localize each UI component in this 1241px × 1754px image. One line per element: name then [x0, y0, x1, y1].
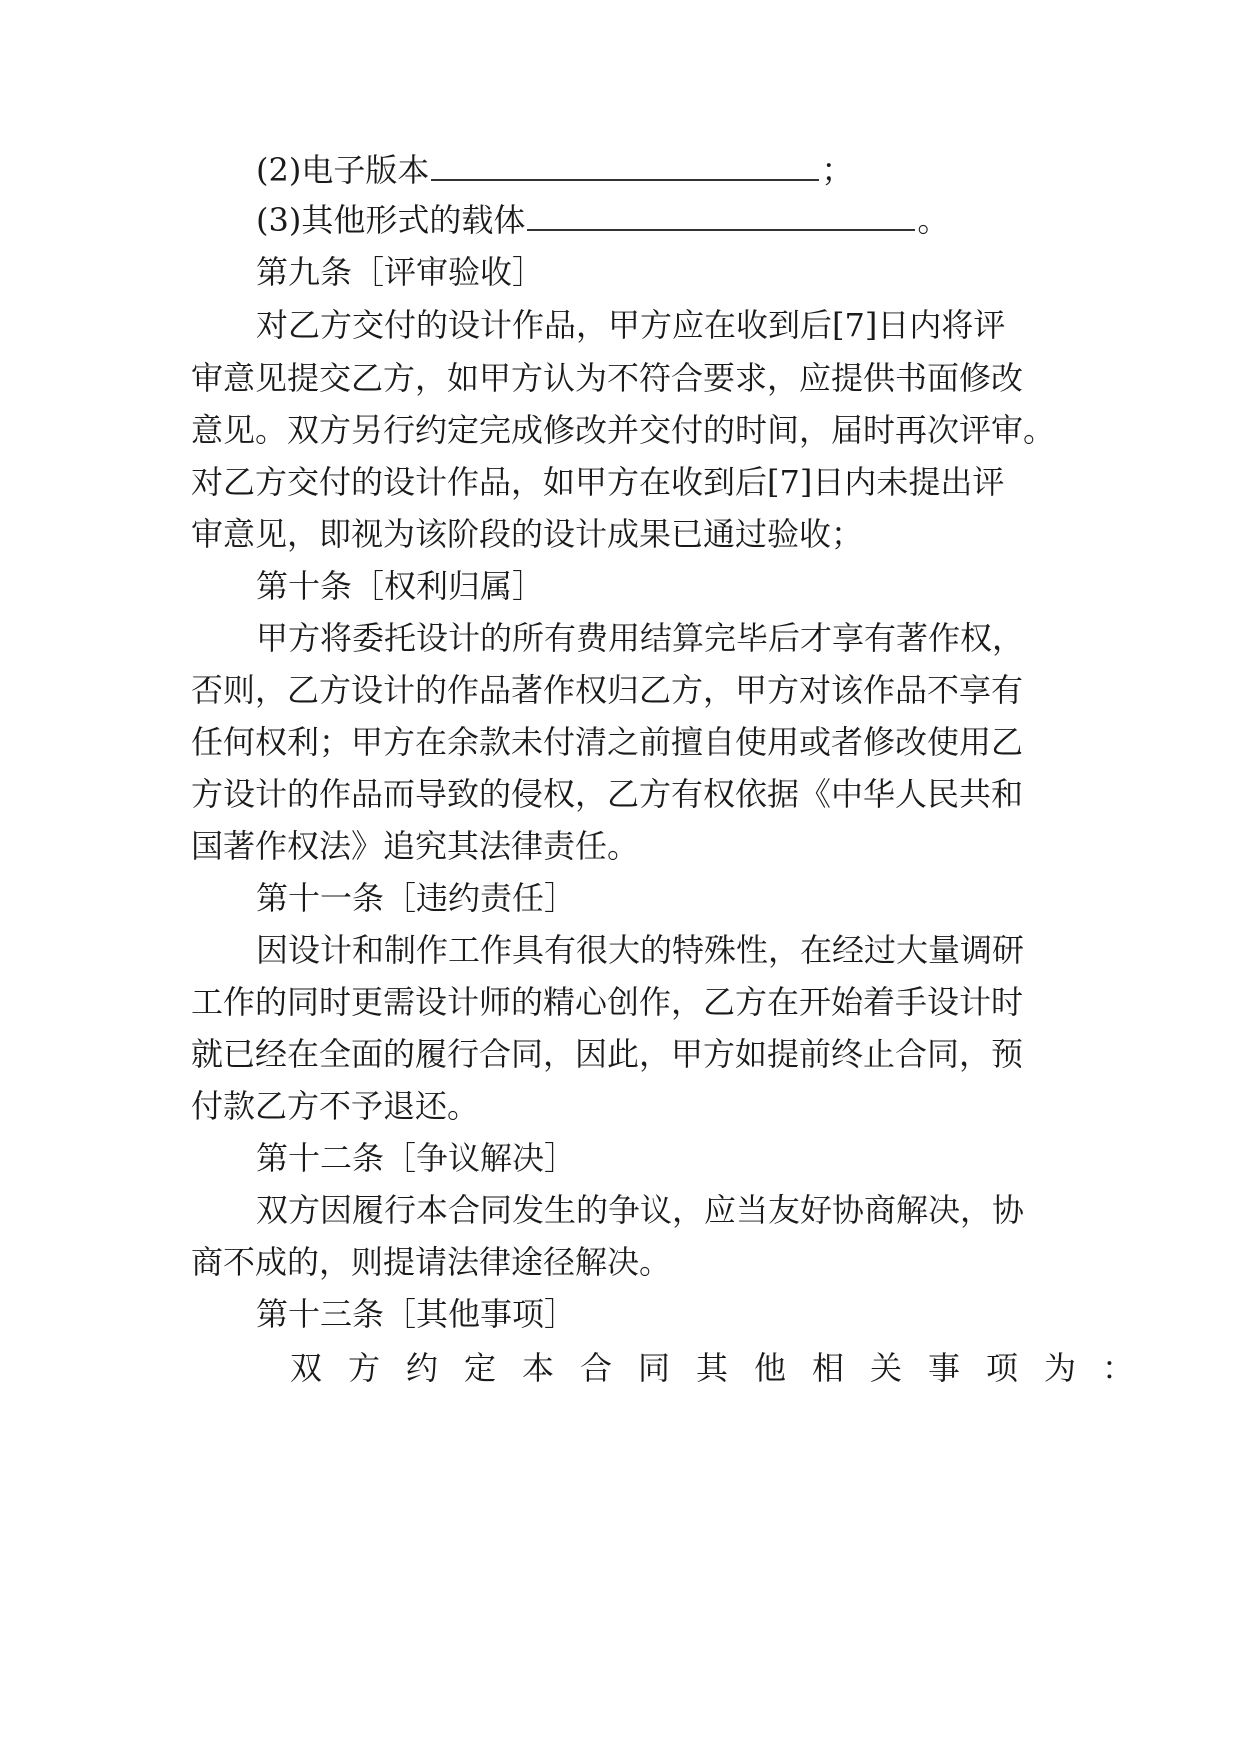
- article-11-body-line: 付款乙方不予退还。: [191, 1087, 480, 1125]
- item-punctuation: 。: [917, 201, 950, 239]
- article-10-heading: 第十条［权利归属］: [256, 567, 545, 605]
- article-13-heading: 第十三条［其他事项］: [256, 1295, 577, 1333]
- article-11-heading: 第十一条［违约责任］: [256, 879, 577, 917]
- article-11-body-line: 就已经在全面的履行合同，因此，甲方如提前终止合同，预: [191, 1035, 1024, 1073]
- article-10-body-line: 方设计的作品而导致的侵权，乙方有权依据《中华人民共和: [191, 775, 1024, 813]
- article-10-body-line: 国著作权法》追究其法律责任。: [191, 827, 640, 865]
- article-11-body-line: 因设计和制作工作具有很大的特殊性，在经过大量调研: [256, 931, 1025, 969]
- article-10-body-line: 任何权利；甲方在余款未付清之前擅自使用或者修改使用乙: [191, 723, 1024, 761]
- media-item-electronic: [256, 150, 853, 190]
- article-10-body-line: 否则，乙方设计的作品著作权归乙方，甲方对该作品不享有: [191, 671, 1024, 709]
- fill-in-blank[interactable]: [527, 201, 915, 231]
- article-9-body-line: 意见。双方另行约定完成修改并交付的时间，届时再次评审。: [191, 411, 1056, 449]
- article-12-body-line: 商不成的，则提请法律途径解决。: [191, 1243, 672, 1281]
- item-label: (3)其他形式的载体: [256, 201, 526, 239]
- article-10-body-line: 甲方将委托设计的所有费用结算完毕后才享有著作权，: [256, 619, 1025, 657]
- article-12-body-line: 双方因履行本合同发生的争议，应当友好协商解决，协: [256, 1191, 1025, 1229]
- article-9-body-line: 对乙方交付的设计作品，如甲方在收到后[7]日内未提出评: [191, 463, 1005, 501]
- article-13-body-line: 双方约定本合同其他相关事项为：: [290, 1349, 1161, 1387]
- item-punctuation: ；: [821, 151, 854, 189]
- item-label: (2)电子版本: [256, 151, 430, 189]
- article-9-body-line: 审意见，即视为该阶段的设计成果已通过验收；: [191, 515, 864, 553]
- fill-in-blank[interactable]: [431, 151, 819, 181]
- article-12-heading: 第十二条［争议解决］: [256, 1139, 577, 1177]
- article-9-heading: 第九条［评审验收］: [256, 253, 545, 291]
- article-9-body-line: 审意见提交乙方，如甲方认为不符合要求，应提供书面修改: [191, 359, 1024, 397]
- media-item-other: [256, 200, 949, 240]
- article-9-body-line: 对乙方交付的设计作品，甲方应在收到后[7]日内将评: [256, 306, 1006, 344]
- article-11-body-line: 工作的同时更需设计师的精心创作，乙方在开始着手设计时: [191, 983, 1024, 1021]
